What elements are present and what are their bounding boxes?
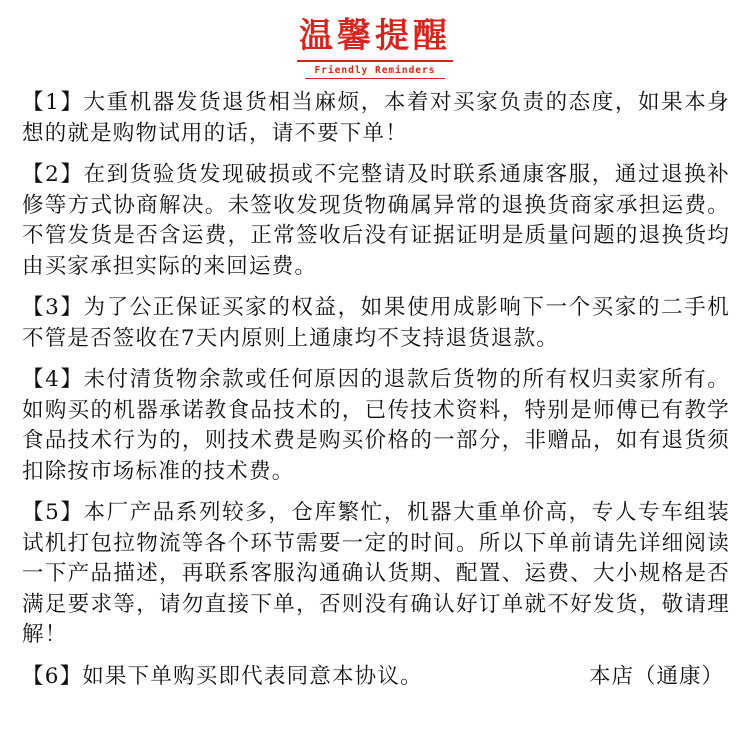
reminder-text: 本厂产品系列较多，仓库繁忙，机器大重单价高，专人专车组装试机打包拉物流等各个环节需要一定的时间。所以下单前请先详细阅读一下产品描述，再联系客服沟通确认货期、配置、运费、大小规格是否满足要求等，请勿直接下单，否则没有确认好订单就不好发货，敬请理解！ [22, 500, 731, 647]
subtitle-divider [305, 78, 445, 79]
reminder-number: 【1】 [22, 90, 84, 115]
store-signature: 本店（通康） [588, 663, 724, 689]
reminder-item-3 [22, 293, 730, 354]
reminder-number: 【5】 [22, 500, 84, 525]
reminder-number: 【4】 [22, 367, 84, 392]
reminder-list [22, 88, 730, 692]
reminder-number: 【3】 [22, 295, 84, 320]
page-title: 温馨提醒 [297, 14, 453, 62]
reminder-text: 大重机器发货退货相当麻烦，本着对买家负责的态度，如果本身想的就是购物试用的话，请不要下单！ [22, 90, 731, 146]
reminder-item-6 [22, 662, 730, 693]
reminder-item-2 [22, 160, 730, 282]
reminder-number: 【6】 [22, 663, 83, 689]
reminder-item-5 [22, 498, 730, 651]
reminder-text: 如果下单购买即代表同意本协议。 [82, 663, 423, 689]
reminder-text: 未付清货物余款或任何原因的退款后货物的所有权归卖家所有。如购买的机器承诺教食品技术的，已传技术资料，特别是师傅已有教学食品技术行为的，则技术费是购买价格的一部分，非赠品，如有退货须扣除按市场标准的技术费。 [22, 367, 731, 484]
reminder-text: 为了公正保证买家的权益，如果使用成影响下一个买家的二手机不管是否签收在7天内原则上通康均不支持退货退款。 [22, 295, 731, 351]
page-subtitle: Friendly Reminders [314, 65, 436, 76]
reminder-text: 在到货验货发现破损或不完整请及时联系通康客服，通过退换补修等方式协商解决。未签收发现货物确属异常的退换货商家承担运费。不管发货是否含运费，正常签收后没有证据证明是质量问题的退换货均由买家承担实际的来回运费。 [22, 162, 731, 279]
reminder-number: 【2】 [22, 162, 84, 187]
reminder-item-4 [22, 365, 730, 487]
header [0, 14, 750, 79]
reminder-item-1 [22, 88, 730, 149]
